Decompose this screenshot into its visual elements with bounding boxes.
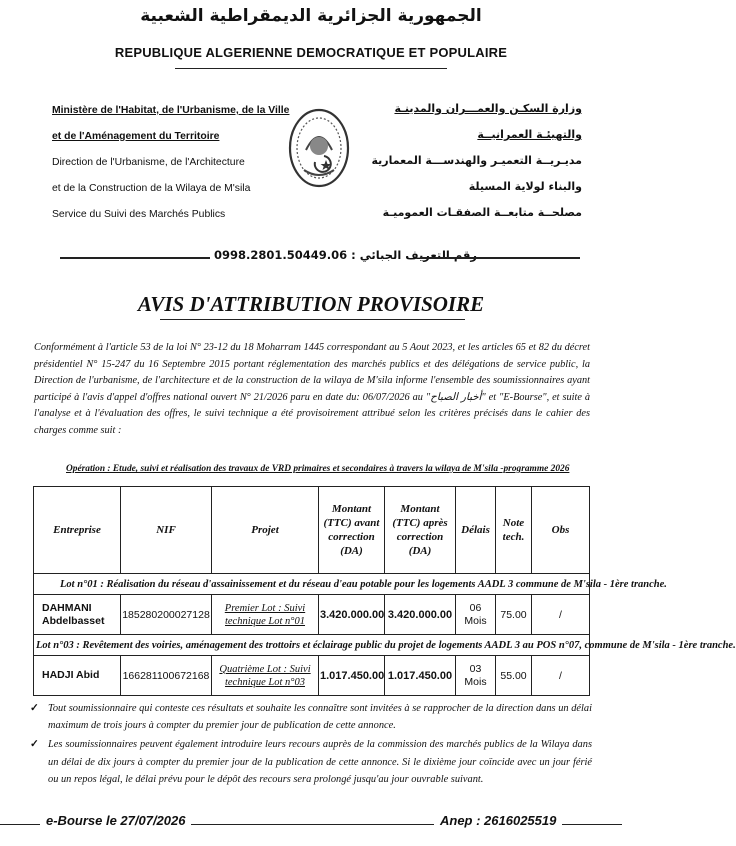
issuer-arabic-block <box>352 96 582 226</box>
arabic-direction-line-2: والبناء لولاية المسيلة <box>468 180 582 193</box>
projet-line-1: Quatrième Lot : Suivi <box>219 663 311 675</box>
note-1-text: Tout soumissionnaire qui conteste ces résultats et souhaite les connaître sont invitées à se rapprocher de la direction dans un délai maximum de trois jours à compter du premier jour de publication de cette annonce. <box>48 703 592 732</box>
entreprise-name-line-1: DAHMANI <box>42 601 92 614</box>
projet-cell <box>212 656 319 696</box>
montant-avant-cell: 1.017.450.00 <box>319 656 385 696</box>
anep-reference: Anep : 2616025519 <box>434 813 562 828</box>
entreprise-cell <box>34 656 121 696</box>
arabic-ministry-line-1: وزارة السكـن والعمـــران والمدينـة <box>394 102 582 115</box>
fiscal-id-number: رقم التعريف الجبائي : 0998.2801.50449.06 <box>214 248 478 262</box>
arabic-republic-title: الجمهورية الجزائرية الديمقراطية الشعبية <box>140 6 482 26</box>
arabic-service-line: مصلحــة متابعــة الصفقـات العموميـة <box>382 206 582 219</box>
header-nif: NIF <box>121 487 212 574</box>
note-cell: 55.00 <box>496 656 532 696</box>
entreprise-cell <box>34 595 121 635</box>
ministry-line-2: et de l'Aménagement du Territoire <box>52 131 220 142</box>
header-montant-apres: Montant (TTC) après correction (DA) <box>385 487 456 574</box>
service-line: Service du Suivi des Marchés Publics <box>52 209 226 220</box>
delais-cell <box>456 656 496 696</box>
projet-line-2: technique Lot n°03 <box>224 676 306 688</box>
lot-1-title: Lot n°01 : Réalisation du réseau d'assainissement et du réseau d'eau potable pour les logements AADL 3 commune de M'sila - 1ère tranche. <box>34 574 590 595</box>
obs-cell: / <box>532 595 590 635</box>
title-underline <box>175 68 447 69</box>
note-2-text: Les soumissionnaires peuvent également introduire leurs recours auprès de la commission des marchés publics de la Wilaya dans un délai de dix jours à compter du premier jour de la publication de cette annonce. Si le dixième jour coïncide avec un jour férié ou un repos légal, le délai prévu pour le dépôt des recours sera prolongé jusqu'au jour ouvrable suivant. <box>48 739 592 785</box>
delais-cell <box>456 595 496 635</box>
header-note: Note tech. <box>496 487 532 574</box>
delais-value: 03 <box>469 662 482 675</box>
header-entreprise: Entreprise <box>34 487 121 574</box>
projet-line-2: technique Lot n°01 <box>224 615 306 627</box>
table-header-row <box>34 487 590 574</box>
operation-title: Opération : Etude, suivi et réalisation des travaux de VRD primaires et secondaires à travers la wilaya de M'sila -programme 2026 <box>66 464 570 474</box>
montant-apres-cell: 1.017.450.00 <box>385 656 456 696</box>
divider <box>60 257 210 259</box>
check-mark-icon: ✓ <box>30 703 39 714</box>
french-republic-title: REPUBLIQUE ALGERIENNE DEMOCRATIQUE ET POPULAIRE <box>114 45 508 60</box>
fiscal-id-row <box>0 248 622 268</box>
montant-apres-cell: 3.420.000.00 <box>385 595 456 635</box>
note-cell: 75.00 <box>496 595 532 635</box>
note-item <box>28 700 592 734</box>
projet-line-1: Premier Lot : Suivi <box>224 602 306 614</box>
arabic-ministry-line-2: والتهيئـة العمرانيــة <box>477 128 582 141</box>
lot-title-row <box>34 574 590 595</box>
notes-list <box>28 700 592 790</box>
algeria-seal-emblem-icon <box>286 104 352 192</box>
table-row <box>34 595 590 635</box>
direction-line-2: et de la Construction de la Wilaya de M'sila <box>52 183 251 194</box>
direction-line-1: Direction de l'Urbanisme, de l'Architecture <box>52 157 245 168</box>
header-delais: Délais <box>456 487 496 574</box>
announcement-title: AVIS D'ATTRIBUTION PROVISOIRE <box>137 292 485 316</box>
nif-cell: 185280200027128 <box>121 595 212 635</box>
publication-date: e-Bourse le 27/07/2026 <box>40 813 191 828</box>
intro-paragraph: Conformément à l'article 53 de la loi N° 23-12 du 18 Moharram 1445 correspondant au 5 Aout 2023, et les articles 65 et 82 du décret présidentiel N° 15-247 du 16 Septembre 2015 portant réglementation des marchés publics et des délégations de service public, la Direction de l'urbanisme, de l'architecture et de la construction de la wilaya de M'sila informe l'ensemble des soumissionnaires ayant participé à l'avis d'appel d'offres national ouvert N° 21/2026 paru en date du: 06/07/2026 au "أخبار الصباح" et "E-Bourse", et suite à l'analyse et à l'évaluation des offres, le suivi technique a été provisoirement attribué selon les critères précisés dans le cahier des charges comme suit : <box>34 342 591 436</box>
arabic-direction-line-1: مديـريــة التعميـر والهندســـة المعمارية <box>371 154 582 167</box>
ministry-line-1: Ministère de l'Habitat, de l'Urbanisme, de la Ville <box>52 105 290 116</box>
note-item <box>28 736 592 788</box>
entreprise-name-line-2: Abdelbasset <box>42 614 105 627</box>
lot-3-title: Lot n°03 : Revêtement des voiries, aménagement des trottoirs et éclairage public du projet de logements AADL 3 au POS n°07, commune de M'sila - 1ère tranche. <box>34 635 590 656</box>
nif-cell: 166281100672168 <box>121 656 212 696</box>
obs-cell: / <box>532 656 590 696</box>
delais-unit: Mois <box>464 675 487 688</box>
attribution-table <box>33 486 736 696</box>
footer <box>0 813 622 833</box>
header-montant-avant: Montant (TTC) avant correction (DA) <box>319 487 385 574</box>
delais-value: 06 <box>469 601 482 614</box>
entreprise-name-line-1: HADJI Abid <box>42 669 100 681</box>
delais-unit: Mois <box>464 614 487 627</box>
divider <box>420 257 580 259</box>
header-obs: Obs <box>532 487 590 574</box>
header-projet: Projet <box>212 487 319 574</box>
lot-title-row <box>34 635 590 656</box>
table-row <box>34 656 590 696</box>
announcement-title-underline <box>160 319 465 320</box>
issuer-french-block <box>52 98 290 228</box>
projet-cell <box>212 595 319 635</box>
check-mark-icon: ✓ <box>30 739 39 751</box>
montant-avant-cell: 3.420.000.00 <box>319 595 385 635</box>
